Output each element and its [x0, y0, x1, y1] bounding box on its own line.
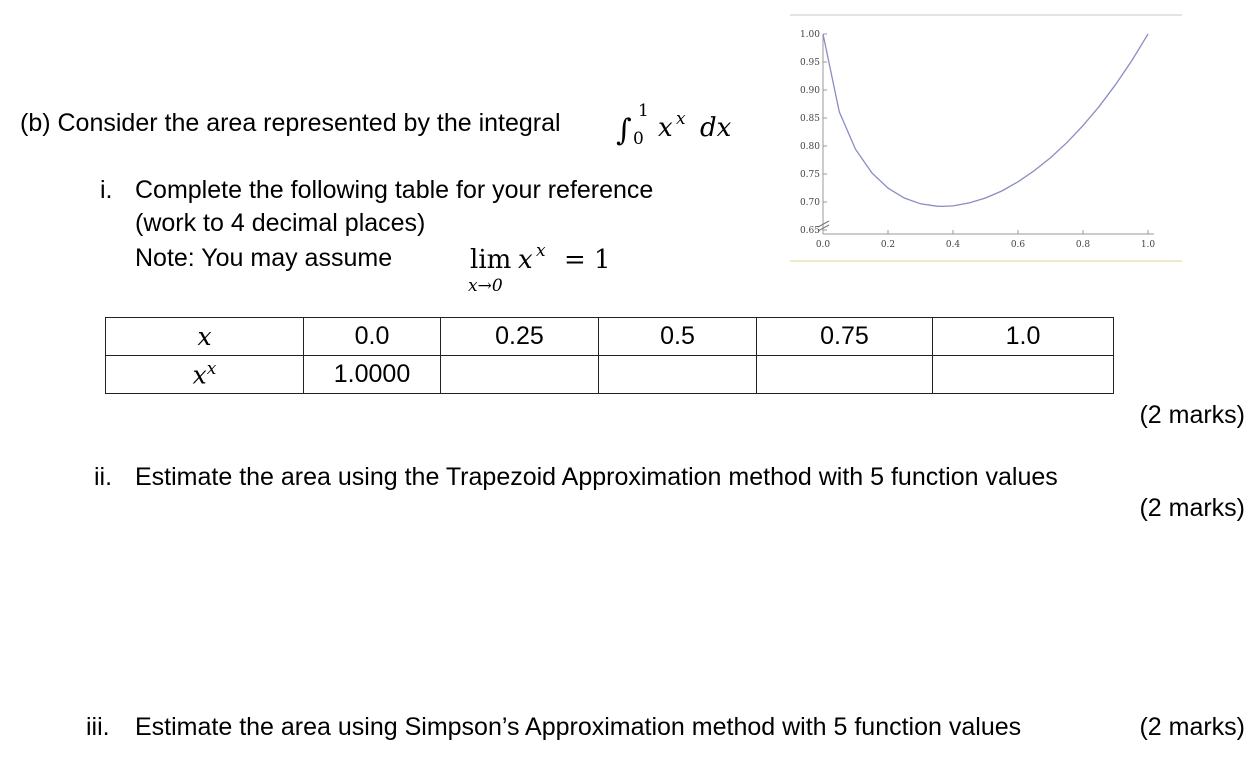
x-tick-label: 0.0	[815, 240, 831, 250]
integral-lower-limit: 0	[633, 129, 644, 149]
limit-base: x	[518, 245, 533, 275]
item-ii-text: Estimate the area using the Trapezoid Approximation method with 5 function values	[135, 463, 1058, 491]
y-tick-label: 0.90	[799, 86, 820, 96]
item-i-number: i.	[100, 176, 113, 204]
item-iii-text: Estimate the area using Simpson’s Approximation method with 5 function values	[135, 713, 1022, 741]
limit-equals: = 1	[564, 245, 611, 275]
integral-sign: ∫	[616, 113, 632, 148]
xx-plot	[788, 14, 1184, 266]
y-tick-label: 0.85	[799, 114, 820, 124]
item-i-line2: (work to 4 decimal places)	[135, 209, 426, 237]
row-header-xx	[106, 356, 304, 394]
y-tick-label: 0.80	[799, 142, 820, 152]
x-tick-label: 0.6	[1010, 240, 1026, 250]
xx-value-cell[interactable]: 1.0000	[304, 356, 441, 394]
xx-value-cell[interactable]	[757, 356, 933, 394]
row-header-x: x	[106, 318, 304, 356]
xx-exponent: x	[206, 359, 217, 380]
y-tick-label: 1.00	[799, 30, 820, 40]
limit-expression	[468, 240, 628, 296]
x-value-cell: 0.5	[599, 318, 757, 356]
limit-subscript: x→0	[468, 276, 503, 296]
y-tick-label: 0.70	[799, 198, 820, 208]
series-line	[823, 34, 1148, 206]
values-table	[105, 317, 1114, 394]
integrand-exponent: x	[676, 109, 686, 129]
xx-value-cell[interactable]	[441, 356, 599, 394]
limit-exponent: x	[536, 241, 546, 261]
integral-differential: dx	[700, 113, 732, 143]
xx-value-cell[interactable]	[599, 356, 757, 394]
item-ii-number: ii.	[94, 463, 113, 491]
y-tick-label: 0.95	[799, 58, 820, 68]
integral-upper-limit: 1	[638, 101, 649, 121]
item-i-line1: Complete the following table for your reference	[135, 176, 654, 204]
x-value-cell: 0.0	[304, 318, 441, 356]
integrand-base: x	[658, 113, 673, 143]
item-iii-marks: (2 marks)	[1139, 713, 1245, 741]
xx-base: x	[192, 360, 207, 390]
x-value-cell: 0.25	[441, 318, 599, 356]
item-i-note: Note: You may assume	[135, 244, 393, 272]
integral-expression	[614, 100, 764, 150]
table-row-xx	[106, 356, 1114, 394]
x-value-cell: 1.0	[933, 318, 1114, 356]
item-iii-number: iii.	[86, 713, 110, 741]
y-tick-label: 0.65	[799, 226, 820, 236]
part-b-heading: (b) Consider the area represented by the integral	[20, 109, 561, 137]
xx-value-cell[interactable]	[933, 356, 1114, 394]
x-tick-label: 0.2	[880, 240, 896, 250]
y-tick-label: 0.75	[799, 170, 820, 180]
limit-operator: lim	[470, 245, 512, 275]
item-i-marks: (2 marks)	[1139, 401, 1245, 429]
table-row-x	[106, 318, 1114, 356]
x-tick-label: 0.4	[945, 240, 961, 250]
x-tick-label: 0.8	[1075, 240, 1091, 250]
plot-axes	[818, 34, 1154, 234]
plot-ticks	[800, 30, 1155, 250]
item-ii-marks: (2 marks)	[1139, 494, 1245, 522]
x-value-cell: 0.75	[757, 318, 933, 356]
x-tick-label: 1.0	[1140, 240, 1156, 250]
